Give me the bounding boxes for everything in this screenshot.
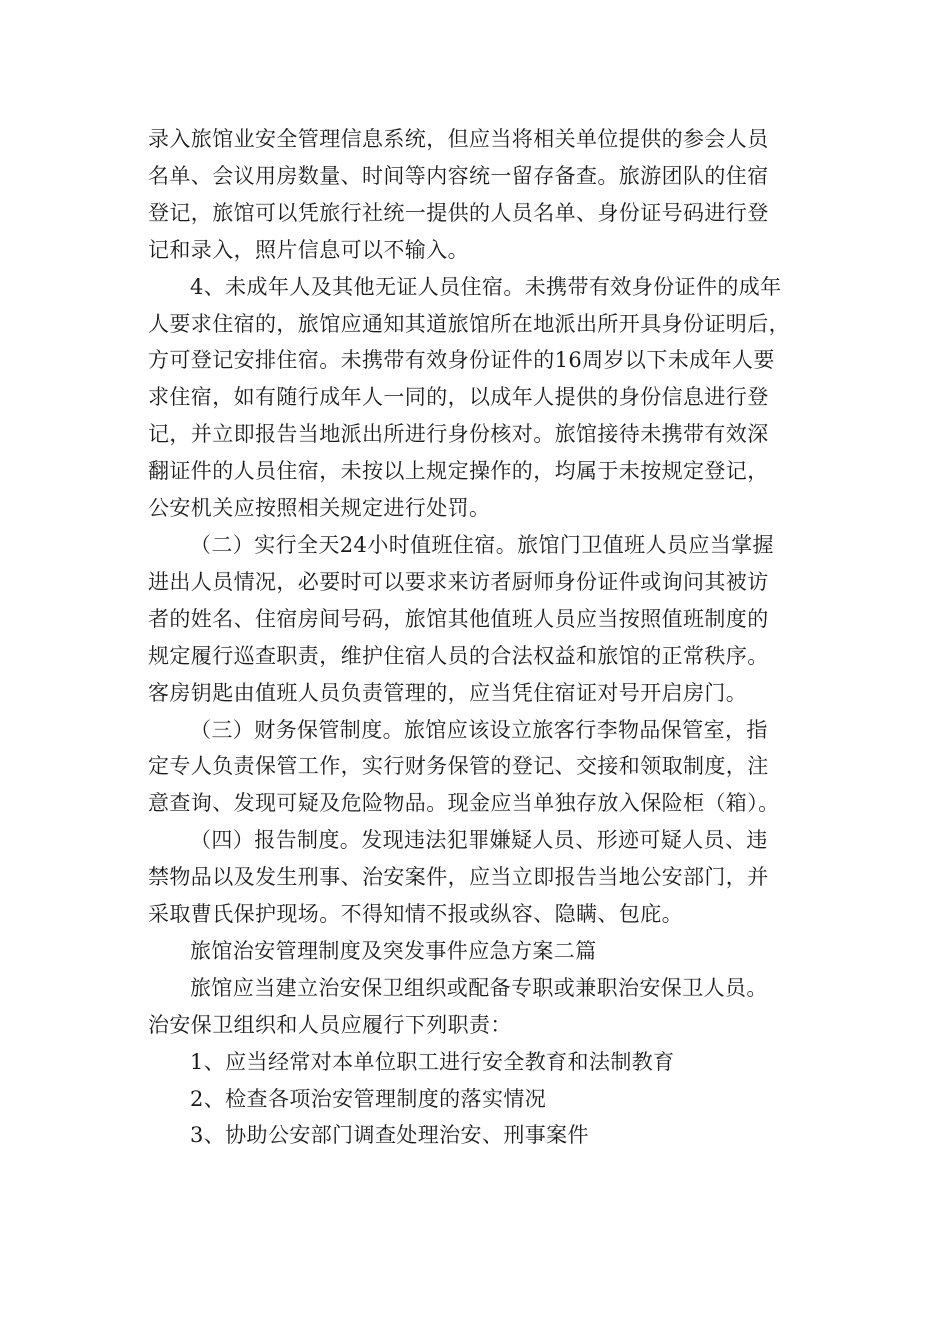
list-item xyxy=(148,1044,798,1081)
text-line: 4、未成年人及其他无证人员住宿。未携带有效身份证件的成年 xyxy=(190,274,782,299)
list-item xyxy=(148,1117,798,1154)
text-line: 进出人员情况，必要时可以要求来访者厨师身份证件或询问其被访 xyxy=(148,569,769,594)
text-line: （二）实行全天24小时值班住宿。旅馆门卫值班人员应当掌握 xyxy=(190,532,774,557)
text-line: 客房钥匙由值班人员负责管理的，应当凭住宿证对号开启房门。 xyxy=(148,680,748,705)
text-line: 求住宿，如有随行成年人一同的，以成年人提供的身份信息进行登 xyxy=(148,385,769,410)
text-line: 旅馆应当建立治安保卫组织或配备专职或兼职治安保卫人员。 xyxy=(190,975,768,1000)
document-page xyxy=(148,121,798,1154)
text-line: 方可登记安排住宿。未携带有效身份证件的16周岁以下未成年人要 xyxy=(148,348,775,373)
text-line: 公安机关应按照相关规定进行处罚。 xyxy=(148,496,491,521)
text-line: 名单、会议用房数量、时间等内容统一留存备查。旅游团队的住宿 xyxy=(148,163,769,188)
paragraph-security-organization xyxy=(148,970,798,1044)
text-line: （三）财务保管制度。旅馆应该设立旅客行李物品保管室，指 xyxy=(190,717,768,742)
text-line: 者的姓名、住宿房间号码，旅馆其他值班人员应当按照值班制度的 xyxy=(148,606,769,631)
paragraph-reporting xyxy=(148,822,798,933)
text-line: 1、应当经常对本单位职工进行安全教育和法制教育 xyxy=(190,1049,675,1074)
text-line: 记和录入，照片信息可以不输入。 xyxy=(148,237,469,262)
text-line: 定专人负责保管工作，实行财务保管的登记、交接和领取制度，注 xyxy=(148,754,769,779)
text-line: 治安保卫组织和人员应履行下列职责： xyxy=(148,1012,512,1037)
paragraph-property-custody xyxy=(148,712,798,823)
text-line: 旅馆治安管理制度及突发事件应急方案二篇 xyxy=(190,938,597,963)
paragraph-minors-undocumented xyxy=(148,269,798,527)
paragraph-24h-duty xyxy=(148,527,798,712)
section-heading xyxy=(148,933,798,970)
text-line: 规定履行巡查职责，维护住宿人员的合法权益和旅馆的正常秩序。 xyxy=(148,643,769,668)
text-line: 采取曹氏保护现场。不得知情不报或纵容、隐瞒、包庇。 xyxy=(148,902,683,927)
text-line: 记，并立即报告当地派出所进行身份核对。旅馆接待未携带有效深 xyxy=(148,422,769,447)
text-line: 禁物品以及发生刑事、治安案件，应当立即报告当地公安部门，并 xyxy=(148,865,769,890)
list-item xyxy=(148,1081,798,1118)
text-line: （四）报告制度。发现违法犯罪嫌疑人员、形迹可疑人员、违 xyxy=(190,828,768,853)
text-line: 意查询、发现可疑及危险物品。现金应当单独存放入保险柜（箱）。 xyxy=(148,791,780,816)
text-line: 登记，旅馆可以凭旅行社统一提供的人员名单、身份证号码进行登 xyxy=(148,200,769,225)
text-line: 翻证件的人员住宿，未按以上规定操作的，均属于未按规定登记， xyxy=(148,459,769,484)
paragraph-registration-continued xyxy=(148,121,798,269)
text-line: 2、检查各项治安管理制度的落实情况 xyxy=(190,1086,547,1111)
text-line: 录入旅馆业安全管理信息系统，但应当将相关单位提供的参会人员 xyxy=(148,127,769,151)
text-line: 3、协助公安部门调查处理治安、刑事案件 xyxy=(190,1123,589,1148)
text-line: 人要求住宿的，旅馆应通知其道旅馆所在地派出所开具身份证明后， xyxy=(148,311,790,336)
